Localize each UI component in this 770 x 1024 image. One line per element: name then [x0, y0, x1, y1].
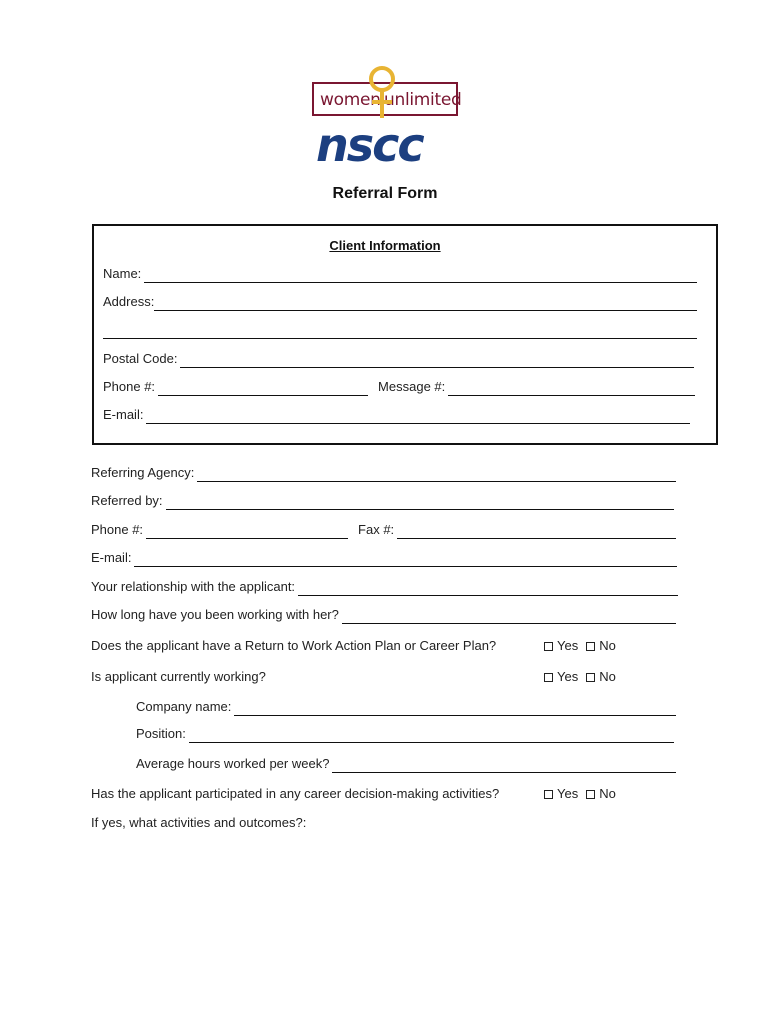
how-long-field[interactable]	[342, 610, 676, 624]
referred-by-label: Referred by:	[91, 493, 163, 508]
client-email-label: E-mail:	[103, 407, 144, 422]
plan-yes-option[interactable]	[544, 638, 578, 653]
client-information-heading: Client Information	[329, 238, 441, 253]
relationship-field[interactable]	[298, 582, 678, 596]
working-no-label: No	[599, 669, 616, 684]
plan-no-label: No	[599, 638, 616, 653]
logo-word-women: women	[320, 90, 381, 110]
how-long-row	[91, 606, 676, 624]
working-options	[544, 668, 624, 686]
client-message-label: Message #:	[378, 379, 446, 394]
referrer-email-label: E-mail:	[91, 550, 132, 565]
working-yes-option[interactable]	[544, 669, 578, 684]
referrer-email-field[interactable]	[134, 553, 677, 567]
avg-hours-field[interactable]	[332, 759, 676, 773]
career-yes-label: Yes	[557, 786, 579, 801]
checkbox-icon[interactable]	[586, 642, 595, 651]
working-no-option[interactable]	[586, 669, 616, 684]
form-title: Referral Form	[332, 185, 438, 202]
client-phone-field[interactable]	[158, 382, 368, 396]
career-question: Has the applicant participated in any career decision-making activities?	[91, 786, 500, 801]
plan-no-option[interactable]	[586, 638, 616, 653]
position-field[interactable]	[189, 729, 674, 743]
checkbox-icon[interactable]	[544, 790, 553, 799]
referrer-phone-row	[91, 521, 676, 539]
client-message-field[interactable]	[448, 382, 695, 396]
company-name-label: Company name:	[136, 699, 232, 714]
position-label: Position:	[136, 726, 186, 741]
client-name-label: Name:	[103, 266, 142, 281]
referrer-fax-field[interactable]	[397, 525, 676, 539]
client-address-field[interactable]	[154, 297, 697, 311]
referrer-email-row	[91, 549, 677, 567]
career-options	[544, 785, 624, 803]
client-phone-label: Phone #:	[103, 379, 156, 394]
referring-agency-row	[91, 464, 676, 482]
client-address-field-2[interactable]	[103, 325, 697, 339]
career-no-label: No	[599, 786, 616, 801]
checkbox-icon[interactable]	[586, 790, 595, 799]
referring-agency-label: Referring Agency:	[91, 465, 195, 480]
client-address-row	[103, 293, 697, 311]
referrer-fax-label: Fax #:	[358, 522, 395, 537]
logo-word-unlimited: unlimited	[384, 90, 462, 110]
client-postal-row	[103, 350, 694, 368]
client-address-line-2-row	[103, 321, 697, 339]
checkbox-icon[interactable]	[544, 642, 553, 651]
venus-symbol-icon	[360, 64, 404, 120]
career-yes-option[interactable]	[544, 786, 578, 801]
company-name-row	[136, 698, 676, 716]
nscc-logo: nscc	[316, 118, 423, 172]
how-long-label: How long have you been working with her?	[91, 607, 339, 622]
client-name-field[interactable]	[144, 269, 697, 283]
plan-question: Does the applicant have a Return to Work Action Plan or Career Plan?	[91, 638, 497, 653]
referring-agency-field[interactable]	[197, 468, 676, 482]
client-postal-field[interactable]	[180, 354, 694, 368]
relationship-row	[91, 578, 678, 596]
referred-by-field[interactable]	[166, 496, 674, 510]
avg-hours-row	[136, 755, 676, 773]
working-question: Is applicant currently working?	[91, 669, 266, 684]
checkbox-icon[interactable]	[544, 673, 553, 682]
relationship-label: Your relationship with the applicant:	[91, 579, 296, 594]
client-email-row	[103, 406, 690, 424]
client-address-label: Address:	[103, 294, 155, 309]
company-name-field[interactable]	[234, 702, 676, 716]
career-no-option[interactable]	[586, 786, 616, 801]
client-phone-row	[103, 378, 695, 396]
referrer-phone-field[interactable]	[146, 525, 348, 539]
plan-yes-label: Yes	[557, 638, 579, 653]
referrer-phone-label: Phone #:	[91, 522, 144, 537]
working-yes-label: Yes	[557, 669, 579, 684]
client-email-field[interactable]	[146, 410, 690, 424]
referred-by-row	[91, 492, 674, 510]
client-postal-label: Postal Code:	[103, 351, 178, 366]
checkbox-icon[interactable]	[586, 673, 595, 682]
plan-options	[544, 637, 624, 655]
position-row	[136, 725, 674, 743]
client-name-row	[103, 265, 697, 283]
avg-hours-label: Average hours worked per week?	[136, 756, 330, 771]
activities-label: If yes, what activities and outcomes?:	[91, 815, 307, 830]
